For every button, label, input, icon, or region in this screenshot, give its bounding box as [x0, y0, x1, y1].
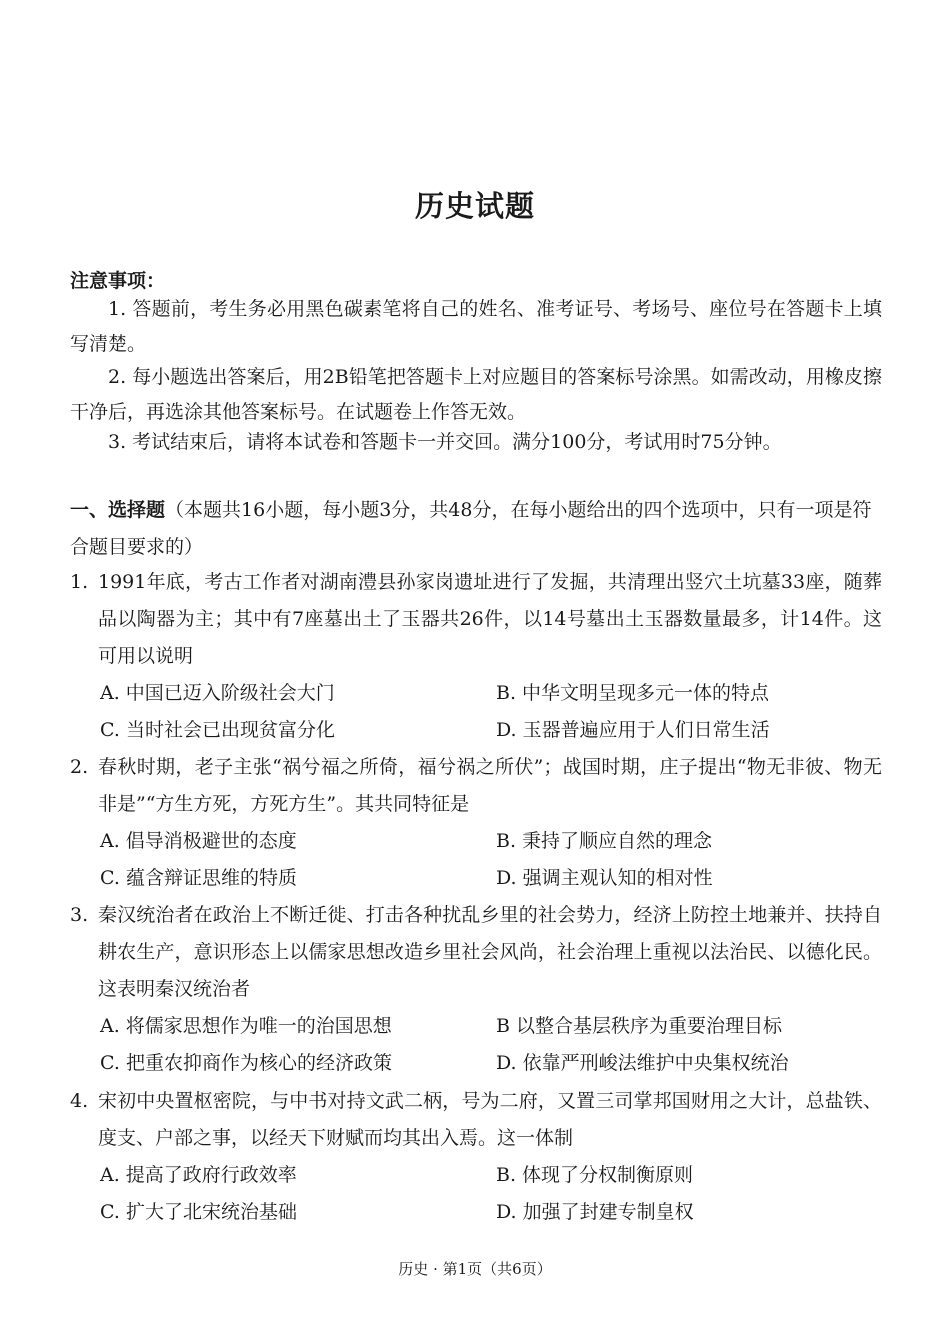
option-b: B 以整合基层秩序为重要治理目标 — [496, 1015, 783, 1037]
option-c: C. 把重农抑商作为核心的经济政策 — [100, 1052, 392, 1074]
question-number: 4. — [70, 1090, 89, 1112]
section-label: 一、选择题 — [70, 499, 166, 521]
option-a: A. 倡导消极避世的态度 — [100, 830, 297, 852]
question-number: 1. — [70, 571, 89, 593]
option-c: C. 扩大了北宋统治基础 — [100, 1201, 297, 1223]
option-a: A. 提高了政府行政效率 — [100, 1164, 297, 1186]
option-a: A. 中国已迈入阶级社会大门 — [100, 682, 335, 704]
page-title: 历史试题 — [414, 189, 535, 223]
question-stem: 春秋时期，老子主张“祸兮福之所倚，福兮祸之所伏”；战国时期，庄子提出“物无非彼、物无非是”“方生方死，方死方生”。其共同特征是 — [98, 756, 882, 815]
notice-item-1: 1. 答题前，考生务必用黑色碳素笔将自己的姓名、准考证号、考场号、座位号在答题卡上填写清楚。 — [70, 298, 882, 355]
question-stem: 1991年底，考古工作者对湖南澧县孙家岗遗址进行了发掘，共清理出竖穴土坑墓33座，随葬品以陶器为主；其中有7座墓出土了玉器共26件，以14号墓出土玉器数量最多，计14件。这可用以说明 — [98, 571, 882, 667]
option-d: D. 加强了封建专制皇权 — [496, 1201, 694, 1223]
option-d: D. 依靠严刑峻法维护中央集权统治 — [496, 1052, 789, 1074]
section-description: （本题共16小题，每小题3分，共48分，在每小题给出的四个选项中，只有一项是符合题目要求的） — [70, 499, 872, 558]
question-1 — [70, 564, 882, 749]
option-b: B. 秉持了顺应自然的理念 — [496, 830, 713, 852]
notice-item-2: 2. 每小题选出答案后，用2B铅笔把答题卡上对应题目的答案标号涂黑。如需改动，用橡皮擦干净后，再选涂其他答案标号。在试题卷上作答无效。 — [70, 366, 882, 423]
option-b: B. 体现了分权制衡原则 — [496, 1164, 694, 1186]
option-d: D. 玉器普遍应用于人们日常生活 — [496, 719, 770, 741]
question-3 — [70, 897, 882, 1082]
notice-heading: 注意事项： — [70, 270, 166, 292]
option-d: D. 强调主观认知的相对性 — [496, 867, 713, 889]
question-2 — [70, 749, 882, 897]
option-b: B. 中华文明呈现多元一体的特点 — [496, 682, 770, 704]
question-stem: 宋初中央置枢密院，与中书对持文武二柄，号为二府，又置三司掌邦国财用之大计，总盐铁、度支、户部之事，以经天下财赋而均其出入焉。这一体制 — [98, 1090, 882, 1149]
question-4 — [70, 1083, 882, 1231]
option-c: C. 蕴含辩证思维的特质 — [100, 867, 297, 889]
question-number: 2. — [70, 756, 89, 778]
notice-item-3: 3. 考试结束后，请将本试卷和答题卡一并交回。满分100分，考试用时75分钟。 — [108, 431, 782, 453]
question-number: 3. — [70, 904, 89, 926]
section-heading — [70, 492, 882, 566]
page-footer: 历史 · 第1页（共6页） — [398, 1260, 552, 1278]
option-a: A. 将儒家思想作为唯一的治国思想 — [100, 1015, 392, 1037]
option-c: C. 当时社会已出现贫富分化 — [100, 719, 335, 741]
question-stem: 秦汉统治者在政治上不断迁徙、打击各种扰乱乡里的社会势力，经济上防控土地兼并、扶持自耕农生产，意识形态上以儒家思想改造乡里社会风尚，社会治理上重视以法治民、以德化民。这表明秦汉统治者 — [98, 904, 882, 1000]
